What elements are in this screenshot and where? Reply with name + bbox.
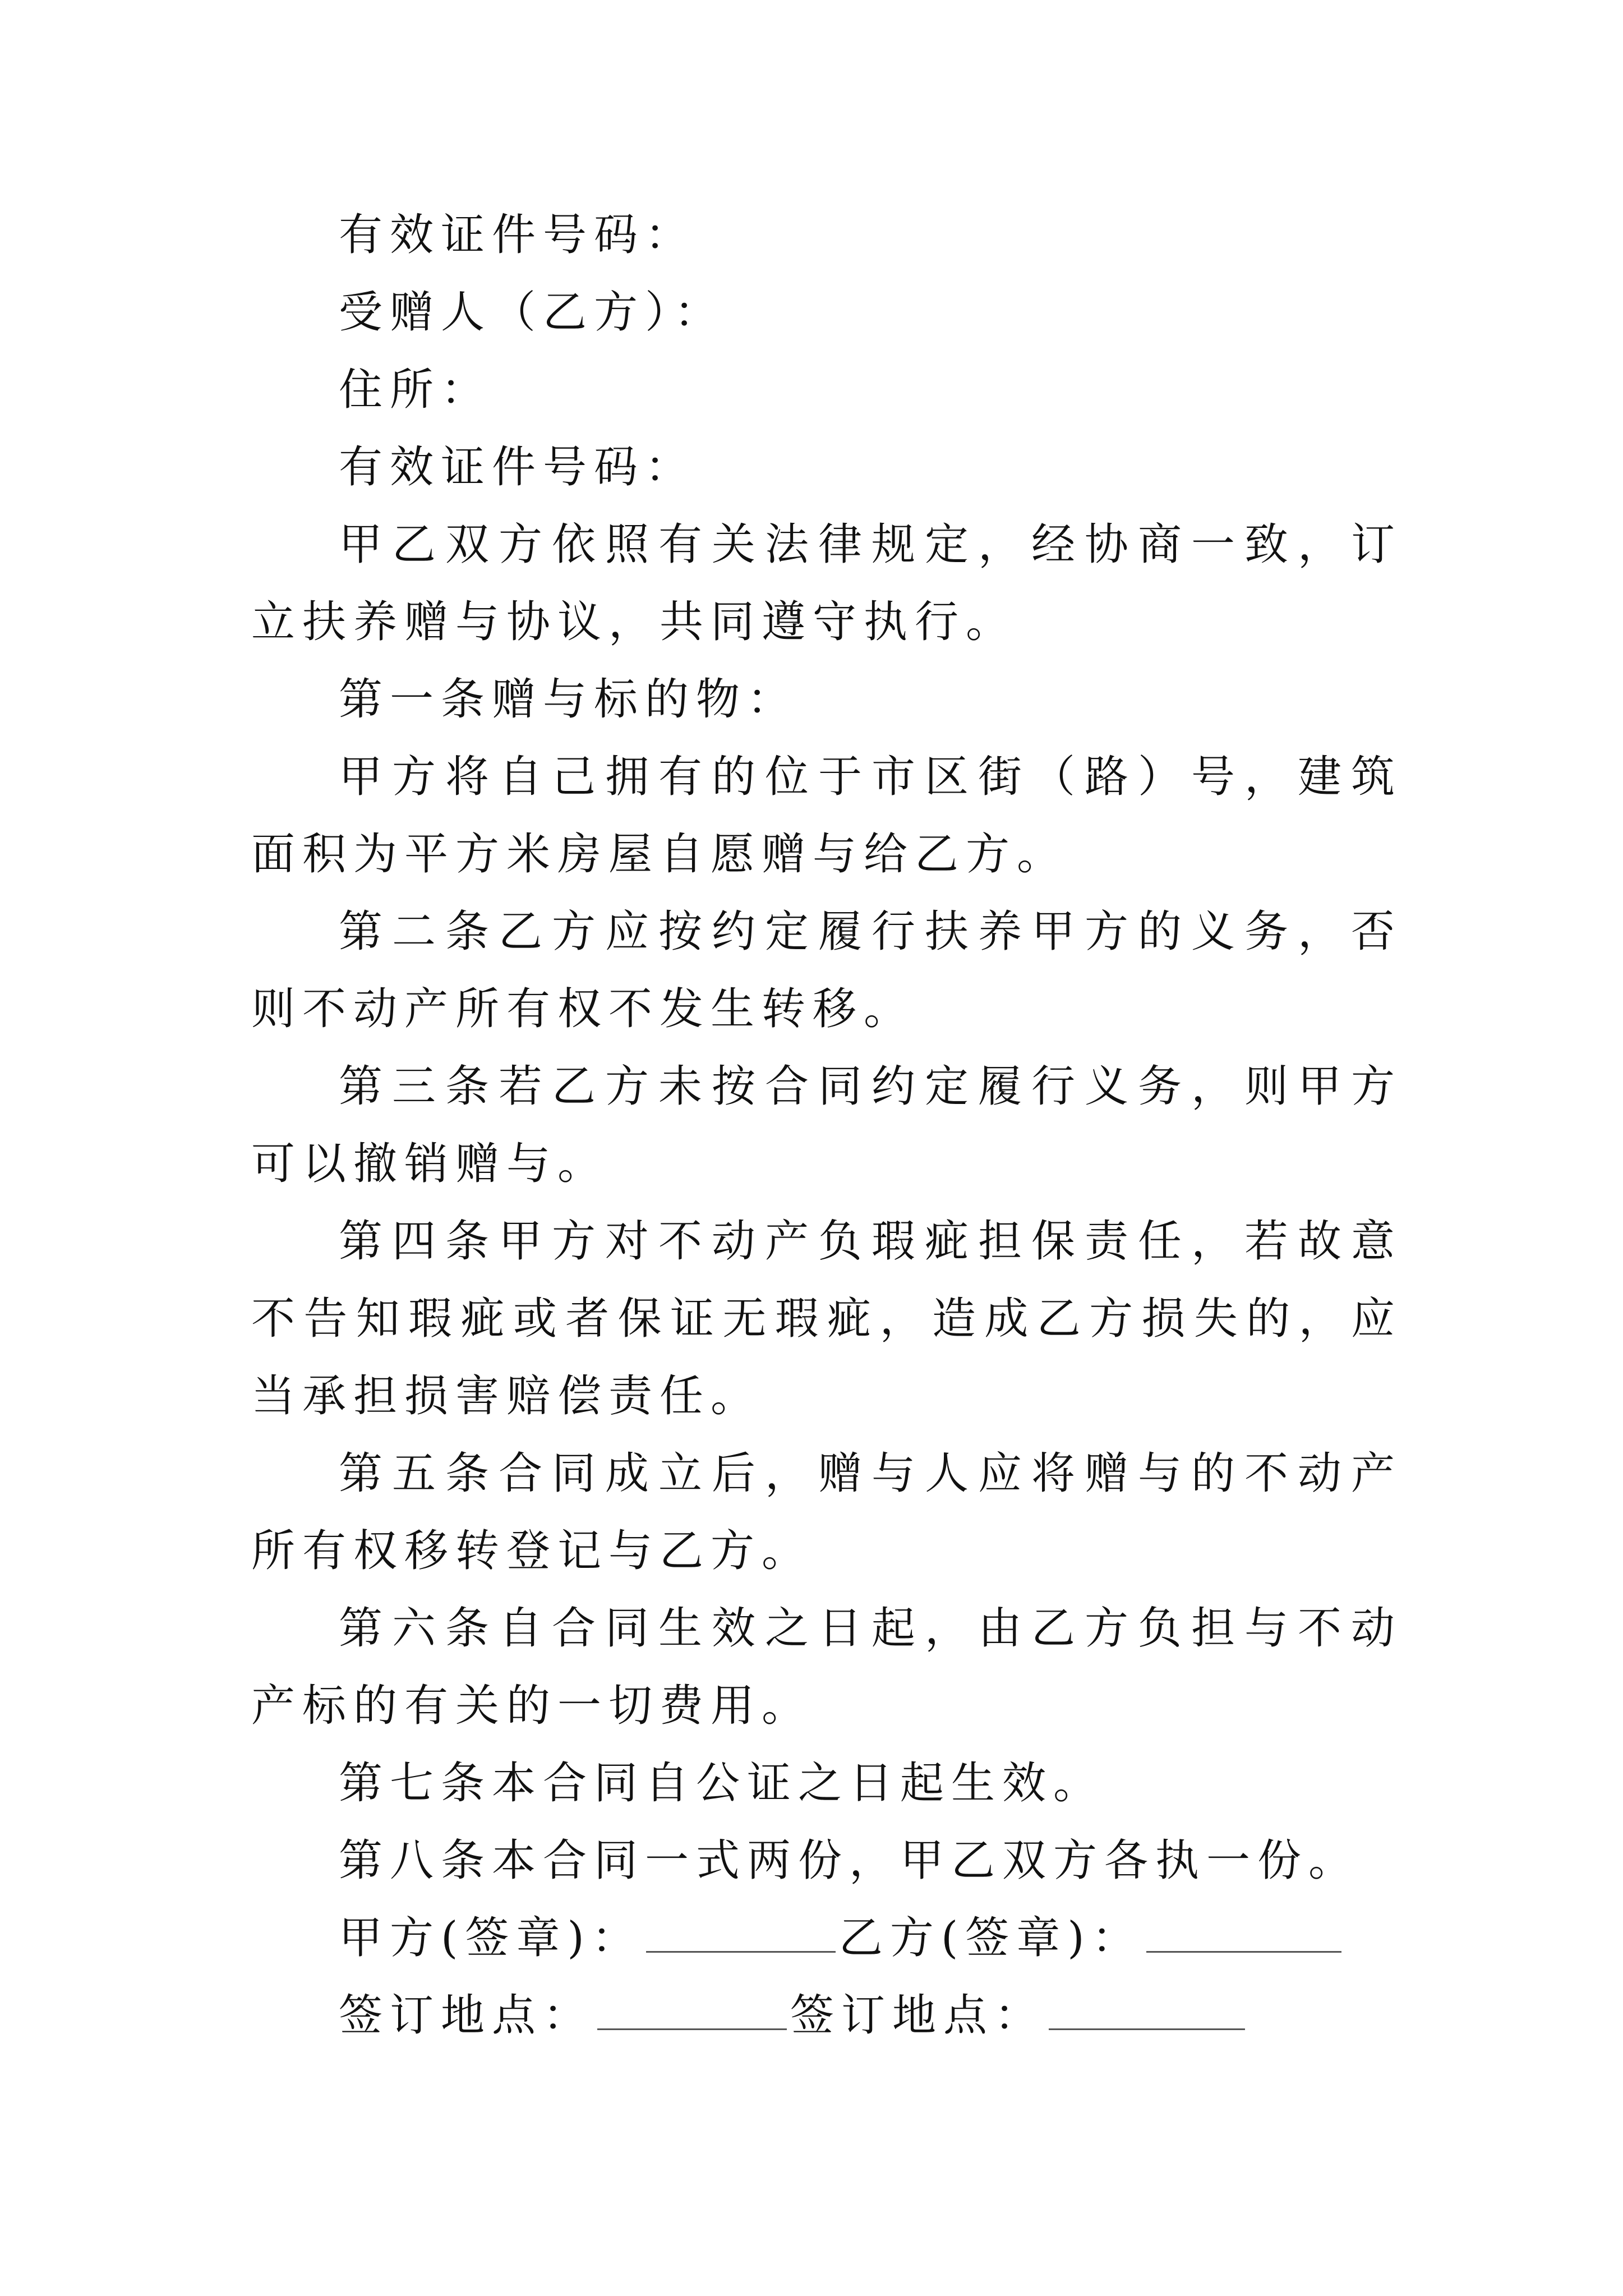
party-b-signature-blank [1146, 1910, 1341, 1953]
paragraph-donee-id-number: 有效证件号码： [339, 442, 697, 493]
paragraph-article-2: 第二条乙方应按约定履行扶养甲方的义务，否则不动产所有权不发生转移。 [251, 907, 1402, 1034]
paragraph-article-5: 第五条合同成立后，赠与人应将赠与的不动产所有权移转登记与乙方。 [251, 1448, 1402, 1576]
signing-place-line [251, 1977, 1402, 2054]
paragraph-article-7: 第七条本合同自公证之日起生效。 [339, 1758, 1105, 1809]
party-b-signature-label: 乙方(签章)： [838, 1913, 1143, 1963]
paragraph-article-3: 第三条若乙方未按合同约定履行义务，则甲方可以撤销赠与。 [251, 1061, 1402, 1189]
signature-line [251, 1899, 1402, 1977]
place-b-label: 签订地点： [790, 1990, 1046, 2041]
paragraph-article-6: 第六条自合同生效之日起，由乙方负担与不动产标的有关的一切费用。 [251, 1603, 1402, 1731]
contract-body [251, 196, 1402, 2054]
party-a-signature-label: 甲方(签章)： [339, 1913, 643, 1963]
paragraph-preamble: 甲乙双方依照有关法律规定，经协商一致，订立扶养赠与协议，共同遵守执行。 [251, 519, 1402, 647]
party-a-signature-blank [646, 1910, 836, 1953]
place-a-blank [597, 1987, 787, 2030]
paragraph-donee-address: 住所： [339, 365, 492, 415]
paragraph-donee: 受赠人（乙方）： [339, 287, 726, 338]
place-a-label: 签订地点： [339, 1990, 594, 2041]
paragraph-article-4: 第四条甲方对不动产负瑕疵担保责任，若故意不告知瑕疵或者保证无瑕疵，造成乙方损失的，应当承担损害赔偿责任。 [251, 1216, 1402, 1421]
paragraph-article-1-title: 第一条赠与标的物： [339, 674, 799, 725]
paragraph-article-1-body: 甲方将自己拥有的位于市区街（路）号，建筑面积为平方米房屋自愿赠与给乙方。 [251, 752, 1402, 880]
paragraph-article-8: 第八条本合同一式两份，甲乙双方各执一份。 [339, 1835, 1360, 1886]
paragraph-donor-id-number: 有效证件号码： [339, 210, 697, 260]
place-b-blank [1049, 1987, 1245, 2030]
